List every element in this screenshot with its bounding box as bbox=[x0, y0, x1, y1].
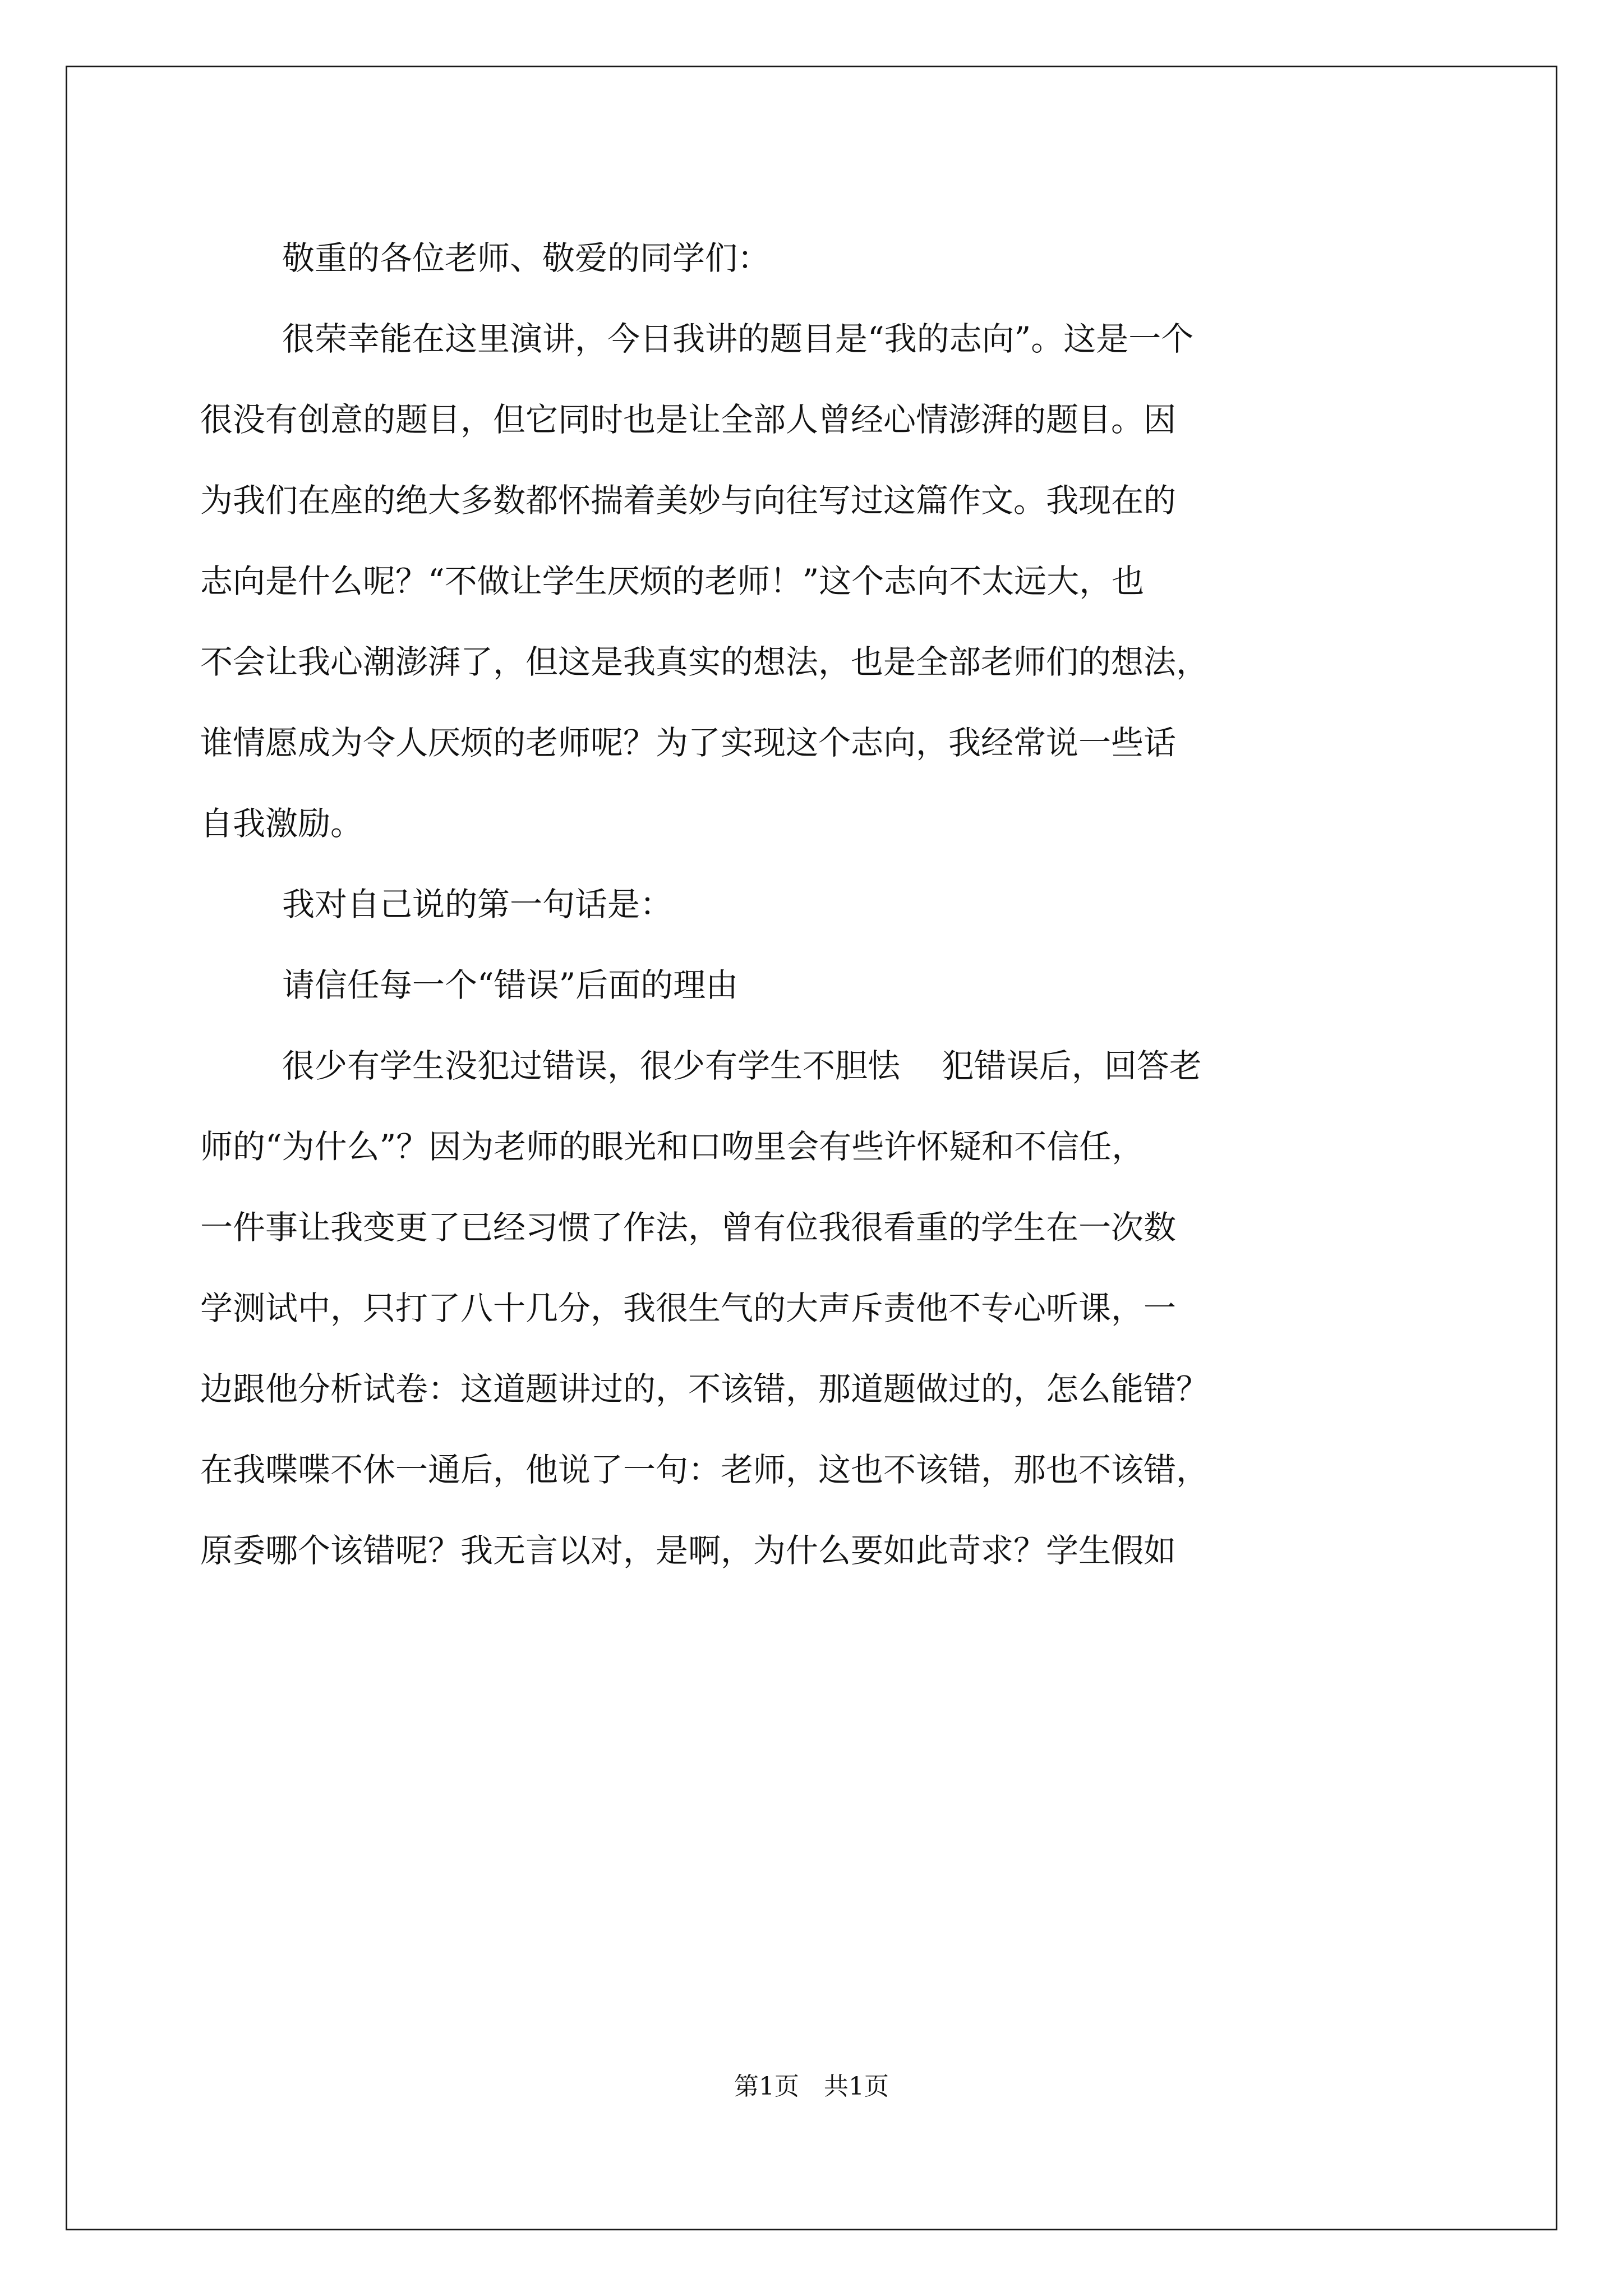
page-number: 第1页 共1页 bbox=[734, 2072, 889, 2101]
text-line: 在我喋喋不休一通后，他说了一句：老师，这也不该错，那也不该错， bbox=[200, 1451, 1209, 1489]
salutation-line: 敬重的各位老师、敬爱的同学们： bbox=[282, 239, 771, 277]
text-line: 谁情愿成为令人厌烦的老师呢？为了实现这个志向，我经常说一些话 bbox=[200, 724, 1177, 762]
text-line: 为我们在座的绝大多数都怀揣着美妙与向往写过这篇作文。我现在的 bbox=[200, 481, 1177, 519]
text-line: 志向是什么呢？“不做让学生厌烦的老师！”这个志向不太远大，也 bbox=[200, 562, 1145, 600]
text-line: 边跟他分析试卷：这道题讲过的，不该错，那道题做过的，怎么能错？ bbox=[200, 1370, 1209, 1408]
text-line: 很荣幸能在这里演讲，今日我讲的题目是“我的志向”。这是一个 bbox=[282, 320, 1194, 358]
document-body bbox=[200, 218, 1470, 1591]
section-heading: 请信任每一个“错误”后面的理由 bbox=[282, 966, 739, 1004]
text-line: 原委哪个该错呢？我无言以对，是啊，为什么要如此苛求？学生假如 bbox=[200, 1531, 1177, 1570]
text-line: 自我激励。 bbox=[200, 804, 363, 843]
text-line: 一件事让我变更了已经习惯了作法，曾有位我很看重的学生在一次数 bbox=[200, 1208, 1177, 1246]
text-line: 很少有学生没犯过错误，很少有学生不胆怯 犯错误后，回答老 bbox=[282, 1047, 1202, 1085]
text-line: 很没有创意的题目，但它同时也是让全部人曾经心情澎湃的题目。因 bbox=[200, 401, 1177, 439]
text-line: 我对自己说的第一句话是： bbox=[282, 885, 673, 923]
text-line: 师的“为什么”？因为老师的眼光和口吻里会有些许怀疑和不信任， bbox=[200, 1128, 1145, 1166]
text-line: 学测试中，只打了八十几分，我很生气的大声斥责他不专心听课，一 bbox=[200, 1289, 1177, 1327]
text-line: 不会让我心潮澎湃了，但这是我真实的想法，也是全部老师们的想法， bbox=[200, 643, 1209, 681]
